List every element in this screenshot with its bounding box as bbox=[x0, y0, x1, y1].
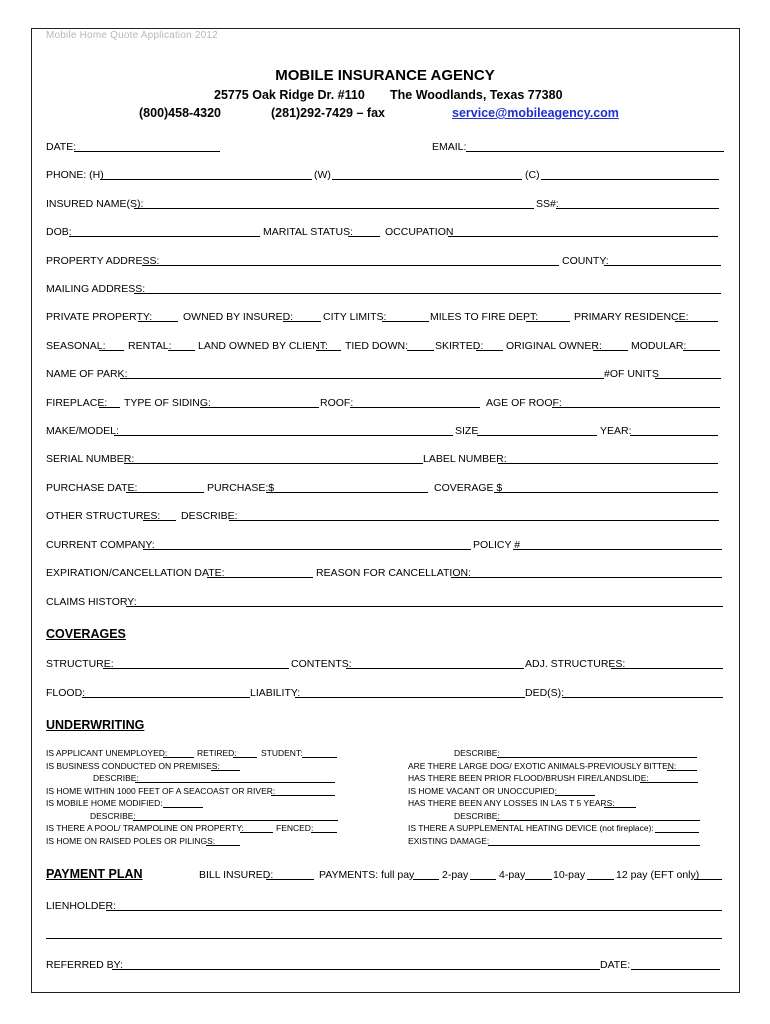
marital-label: MARITAL STATUS: bbox=[263, 226, 354, 238]
large-dog-field[interactable] bbox=[667, 770, 697, 771]
student-label: STUDENT: bbox=[261, 748, 303, 758]
two-pay-field[interactable] bbox=[470, 879, 496, 880]
ssn-field[interactable] bbox=[556, 208, 719, 209]
heating-label: IS THERE A SUPPLEMENTAL HEATING DEVICE (not fireplace): bbox=[408, 823, 654, 833]
modular-label: MODULAR: bbox=[631, 340, 687, 352]
pool-field[interactable] bbox=[240, 832, 273, 833]
fenced-label: FENCED: bbox=[276, 823, 314, 833]
other-structures-label: OTHER STRUCTURES: bbox=[46, 510, 161, 522]
county-field[interactable] bbox=[604, 265, 721, 266]
retired-field[interactable] bbox=[233, 757, 257, 758]
business-describe-field[interactable] bbox=[135, 782, 335, 783]
ten-pay-label: 10-pay bbox=[553, 869, 586, 881]
roof-age-label: AGE OF ROOF: bbox=[486, 397, 562, 409]
describe-field[interactable] bbox=[229, 520, 719, 521]
deductibles-label: DED(S): bbox=[525, 687, 565, 699]
expiration-field[interactable] bbox=[207, 577, 313, 578]
two-pay-label: 2-pay bbox=[442, 869, 469, 881]
modified-describe-label: DESCRIBE: bbox=[90, 811, 136, 821]
date-field[interactable] bbox=[74, 151, 220, 152]
bill-insured-field[interactable] bbox=[266, 879, 314, 880]
uw-describe-label: DESCRIBE: bbox=[454, 748, 500, 758]
referred-by-label: REFERRED BY: bbox=[46, 959, 124, 971]
county-label: COUNTY: bbox=[562, 255, 609, 267]
vacant-label: IS HOME VACANT OR UNOCCUPIED: bbox=[408, 786, 557, 796]
land-owned-field[interactable] bbox=[316, 350, 341, 351]
modified-describe-field[interactable] bbox=[133, 820, 338, 821]
vacant-field[interactable] bbox=[555, 795, 595, 796]
fireplace-label: FIREPLACE: bbox=[46, 397, 108, 409]
large-dog-label: ARE THERE LARGE DOG/ EXOTIC ANIMALS-PREVIOUSLY BITTEN: bbox=[408, 761, 677, 771]
size-label: SIZE bbox=[455, 425, 479, 437]
park-name-label: NAME OF PARK: bbox=[46, 368, 128, 380]
rental-label: RENTAL: bbox=[128, 340, 172, 352]
agency-street: 25775 Oak Ridge Dr. #110 bbox=[214, 88, 365, 102]
policy-field[interactable] bbox=[513, 549, 722, 550]
miles-to-fire-field[interactable] bbox=[526, 321, 570, 322]
agency-phone: (800)458-4320 bbox=[139, 106, 222, 120]
land-owned-label: LAND OWNED BY CLIENT: bbox=[198, 340, 328, 352]
num-units-field[interactable] bbox=[655, 378, 721, 379]
modified-field[interactable] bbox=[163, 807, 203, 808]
retired-label: RETIRED: bbox=[197, 748, 237, 758]
agency-title: MOBILE INSURANCE AGENCY bbox=[275, 67, 495, 84]
adj-structures-label: ADJ. STRUCTURES: bbox=[525, 658, 626, 670]
lienholder-field[interactable] bbox=[106, 910, 722, 911]
park-name-field[interactable] bbox=[120, 378, 604, 379]
losses-describe-label: DESCRIBE: bbox=[454, 811, 500, 821]
losses-label: HAS THERE BEEN ANY LOSSES IN LAS T 5 YEARS: bbox=[408, 798, 615, 808]
bill-insured-label: BILL INSURED: bbox=[199, 869, 274, 881]
serial-number-label: SERIAL NUMBER: bbox=[46, 453, 135, 465]
skirted-field[interactable] bbox=[476, 350, 503, 351]
rental-field[interactable] bbox=[168, 350, 195, 351]
roof-field[interactable] bbox=[350, 407, 480, 408]
owned-by-insured-field[interactable] bbox=[283, 321, 321, 322]
expiration-label: EXPIRATION/CANCELLATION DATE: bbox=[46, 567, 225, 579]
watermark-text: Mobile Home Quote Application 2012 bbox=[46, 30, 218, 41]
dob-field[interactable] bbox=[69, 236, 260, 237]
current-company-field[interactable] bbox=[143, 549, 471, 550]
lienholder-field-2[interactable] bbox=[46, 938, 722, 939]
modified-label: IS MOBILE HOME MODIFIED: bbox=[46, 798, 163, 808]
primary-residence-field[interactable] bbox=[675, 321, 718, 322]
original-owner-field[interactable] bbox=[593, 350, 628, 351]
miles-to-fire-label: MILES TO FIRE DEPT: bbox=[430, 311, 539, 323]
losses-describe-field[interactable] bbox=[496, 820, 700, 821]
damage-field[interactable] bbox=[488, 845, 700, 846]
raised-field[interactable] bbox=[206, 845, 240, 846]
email-label: EMAIL: bbox=[432, 141, 467, 153]
four-pay-label: 4-pay bbox=[499, 869, 526, 881]
label-number-field[interactable] bbox=[498, 463, 718, 464]
marital-field[interactable] bbox=[348, 236, 380, 237]
skirted-label: SKIRTED: bbox=[435, 340, 484, 352]
seacoast-label: IS HOME WITHIN 1000 FEET OF A SEACOAST OR RIVER: bbox=[46, 786, 276, 796]
occupation-label: OCCUPATION bbox=[385, 226, 454, 238]
private-property-label: PRIVATE PROPERTY: bbox=[46, 311, 153, 323]
seasonal-label: SEASONAL: bbox=[46, 340, 106, 352]
phone-home-label: PHONE: (H) bbox=[46, 169, 104, 181]
adj-structures-field[interactable] bbox=[611, 668, 723, 669]
insured-names-field[interactable] bbox=[134, 208, 534, 209]
purchase-date-label: PURCHASE DATE: bbox=[46, 482, 138, 494]
city-limits-label: CITY LIMITS: bbox=[323, 311, 387, 323]
coverage-field[interactable] bbox=[494, 492, 718, 493]
structure-field[interactable] bbox=[103, 668, 289, 669]
insured-names-label: INSURED NAME(S): bbox=[46, 198, 144, 210]
flood-field[interactable] bbox=[82, 697, 250, 698]
prior-flood-field[interactable] bbox=[640, 782, 698, 783]
property-address-label: PROPERTY ADDRESS: bbox=[46, 255, 160, 267]
payment-plan-heading: PAYMENT PLAN bbox=[46, 867, 143, 881]
referred-by-field[interactable] bbox=[112, 969, 600, 970]
ten-pay-field[interactable] bbox=[587, 879, 614, 880]
payments-full-pay-label: PAYMENTS: full pay bbox=[319, 869, 415, 881]
business-field[interactable] bbox=[211, 770, 240, 771]
claims-history-label: CLAIMS HISTORY: bbox=[46, 596, 137, 608]
lienholder-label: LIENHOLDER: bbox=[46, 900, 117, 912]
referred-date-label: DATE: bbox=[600, 959, 631, 971]
agency-fax: (281)292-7429 – fax bbox=[271, 106, 385, 120]
email-field[interactable] bbox=[466, 151, 724, 152]
purchase-date-field[interactable] bbox=[126, 492, 204, 493]
phone-cell-label: (C) bbox=[525, 169, 540, 181]
contents-label: CONTENTS: bbox=[291, 658, 352, 670]
occupation-field[interactable] bbox=[448, 236, 718, 237]
tied-down-label: TIED DOWN: bbox=[345, 340, 408, 352]
phone-cell-field[interactable] bbox=[541, 179, 719, 180]
twelve-pay-field[interactable] bbox=[694, 879, 722, 880]
serial-number-field[interactable] bbox=[124, 463, 423, 464]
losses-field[interactable] bbox=[604, 807, 636, 808]
purchase-price-field[interactable] bbox=[266, 492, 428, 493]
liability-field[interactable] bbox=[295, 697, 525, 698]
num-units-label: #OF UNITS bbox=[604, 368, 659, 380]
make-model-field[interactable] bbox=[114, 435, 453, 436]
coverages-heading: COVERAGES bbox=[46, 627, 126, 641]
fireplace-field[interactable] bbox=[99, 407, 120, 408]
tied-down-field[interactable] bbox=[407, 350, 434, 351]
cancellation-reason-field[interactable] bbox=[451, 577, 722, 578]
prior-flood-label: HAS THERE BEEN PRIOR FLOOD/BRUSH FIRE/LANDSLIDE: bbox=[408, 773, 649, 783]
deductibles-field[interactable] bbox=[562, 697, 723, 698]
uw-describe-field[interactable] bbox=[497, 757, 697, 758]
property-address-field[interactable] bbox=[142, 265, 559, 266]
student-field[interactable] bbox=[302, 757, 337, 758]
current-company-label: CURRENT COMPANY: bbox=[46, 539, 155, 551]
referred-date-field[interactable] bbox=[631, 969, 720, 970]
fenced-field[interactable] bbox=[311, 832, 337, 833]
unemployed-label: IS APPLICANT UNEMPLOYED: bbox=[46, 748, 168, 758]
year-field[interactable] bbox=[630, 435, 718, 436]
owned-by-insured-label: OWNED BY INSURED: bbox=[183, 311, 294, 323]
date-label: DATE: bbox=[46, 141, 77, 153]
describe-label: DESCRIBE: bbox=[181, 510, 238, 522]
private-property-field[interactable] bbox=[138, 321, 178, 322]
seacoast-field[interactable] bbox=[271, 795, 335, 796]
business-label: IS BUSINESS CONDUCTED ON PREMISES: bbox=[46, 761, 220, 771]
ssn-label: SS#: bbox=[536, 198, 559, 210]
phone-home-field[interactable] bbox=[100, 179, 312, 180]
mailing-address-label: MAILING ADDRESS: bbox=[46, 283, 146, 295]
siding-field[interactable] bbox=[200, 407, 319, 408]
underwriting-heading: UNDERWRITING bbox=[46, 718, 145, 732]
year-label: YEAR: bbox=[600, 425, 632, 437]
damage-label: EXISTING DAMAGE: bbox=[408, 836, 490, 846]
phone-work-field[interactable] bbox=[332, 179, 522, 180]
mailing-address-field[interactable] bbox=[134, 293, 721, 294]
dob-label: DOB: bbox=[46, 226, 72, 238]
business-describe-label: DESCRIBE: bbox=[93, 773, 139, 783]
roof-age-field[interactable] bbox=[552, 407, 720, 408]
original-owner-label: ORIGINAL OWNER: bbox=[506, 340, 602, 352]
roof-label: ROOF: bbox=[320, 397, 354, 409]
four-pay-field[interactable] bbox=[525, 879, 552, 880]
structure-label: STRUCTURE: bbox=[46, 658, 114, 670]
size-field[interactable] bbox=[477, 435, 597, 436]
flood-label: FLOOD: bbox=[46, 687, 86, 699]
primary-residence-label: PRIMARY RESIDENCE: bbox=[574, 311, 689, 323]
label-number-label: LABEL NUMBER: bbox=[423, 453, 507, 465]
claims-history-field[interactable] bbox=[126, 606, 723, 607]
agency-city: The Woodlands, Texas 77380 bbox=[390, 88, 563, 102]
liability-label: LIABILITY: bbox=[250, 687, 301, 699]
coverage-label: COVERAGE $ bbox=[434, 482, 503, 494]
unemployed-field[interactable] bbox=[163, 757, 194, 758]
make-model-label: MAKE/MODEL: bbox=[46, 425, 119, 437]
modular-field[interactable] bbox=[683, 350, 720, 351]
purchase-price-label: PURCHASE:$ bbox=[207, 482, 275, 494]
policy-label: POLICY # bbox=[473, 539, 521, 551]
other-structures-field[interactable] bbox=[143, 520, 176, 521]
cancellation-reason-label: REASON FOR CANCELLATION: bbox=[316, 567, 471, 579]
city-limits-field[interactable] bbox=[382, 321, 429, 322]
heating-field[interactable] bbox=[655, 832, 699, 833]
contents-field[interactable] bbox=[346, 668, 524, 669]
raised-label: IS HOME ON RAISED POLES OR PILINGS: bbox=[46, 836, 216, 846]
full-pay-field[interactable] bbox=[413, 879, 439, 880]
twelve-pay-label: 12 pay (EFT only) bbox=[616, 869, 700, 881]
agency-email-link[interactable]: service@mobileagency.com bbox=[452, 106, 619, 120]
seasonal-field[interactable] bbox=[99, 350, 124, 351]
phone-work-label: (W) bbox=[314, 169, 331, 181]
pool-label: IS THERE A POOL/ TRAMPOLINE ON PROPERTY: bbox=[46, 823, 244, 833]
siding-label: TYPE OF SIDING: bbox=[124, 397, 211, 409]
